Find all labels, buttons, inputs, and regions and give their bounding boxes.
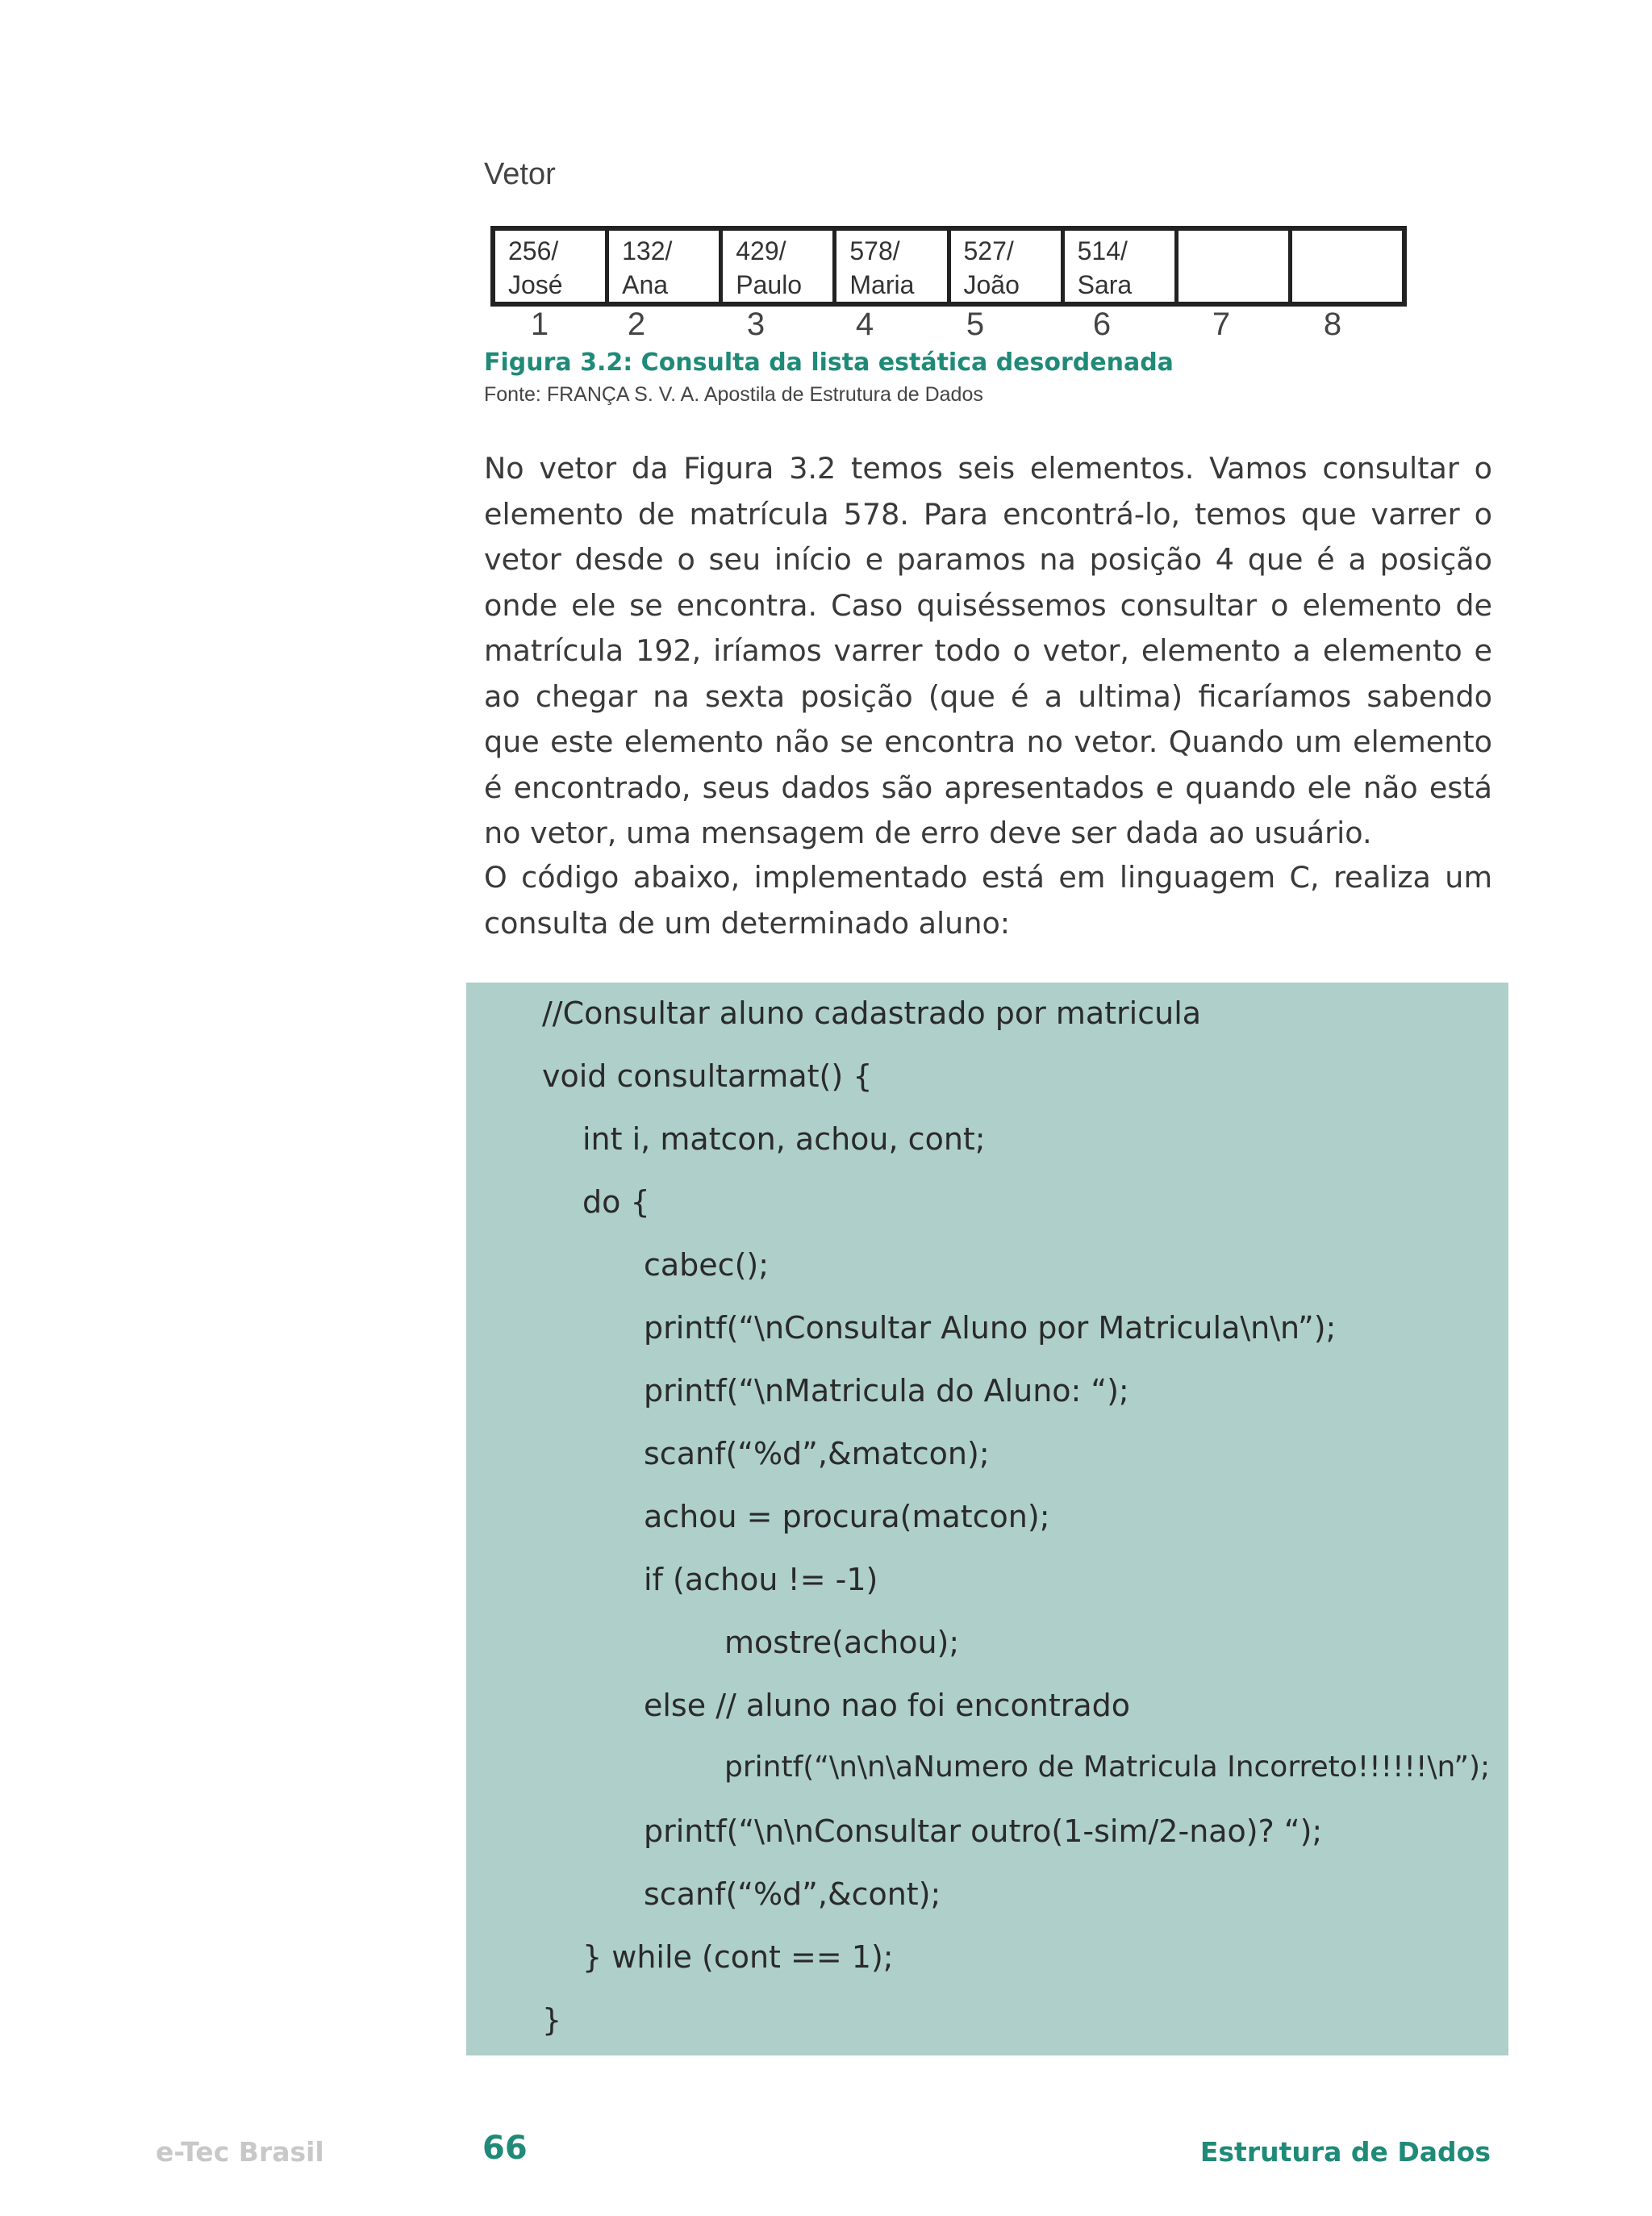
vector-indices (490, 307, 1407, 347)
figure-source: Fonte: FRANÇA S. V. A. Apostila de Estrutura de Dados (484, 383, 983, 406)
code-line: printf(“\n\n\aNumero de Matricula Incorreto!!!!!!\n”); (724, 1751, 1491, 1784)
code-line: void consultarmat() { (542, 1058, 873, 1094)
code-line: printf(“\n\nConsultar outro(1-sim/2-nao)? “); (644, 1813, 1323, 1849)
code-line: if (achou != -1) (644, 1562, 878, 1597)
vector-cell-empty (1179, 231, 1292, 302)
cell-id: 256/ (508, 236, 559, 265)
code-block (466, 983, 1508, 2055)
vector-table (490, 226, 1407, 307)
vector-cell (495, 231, 609, 302)
figure-caption: Figura 3.2: Consulta da lista estática desordenada (484, 348, 1174, 377)
code-line: scanf(“%d”,&cont); (644, 1876, 941, 1912)
cell-name: Maria (849, 270, 915, 299)
cell-name: Ana (622, 270, 669, 299)
vector-index: 3 (746, 307, 766, 342)
vector-cell-empty (1292, 231, 1402, 302)
body-paragraph: O código abaixo, implementado está em linguagem C, realiza um consulta de um determinado aluno: (484, 860, 1492, 941)
cell-name: Paulo (736, 270, 803, 299)
code-line: //Consultar aluno cadastrado por matricula (542, 995, 1202, 1031)
cell-id: 132/ (622, 236, 673, 265)
vector-cell (723, 231, 836, 302)
vector-index: 2 (627, 307, 646, 342)
vector-index: 4 (855, 307, 874, 342)
vector-cell (951, 231, 1065, 302)
vector-index: 8 (1323, 307, 1342, 342)
cell-name: João (963, 270, 1020, 299)
code-line: cabec(); (644, 1247, 770, 1283)
code-line: else // aluno nao foi encontrado (644, 1688, 1131, 1723)
vector-cell (609, 231, 723, 302)
code-line: printf(“\nMatricula do Aluno: “); (644, 1373, 1129, 1408)
cell-id: 514/ (1077, 236, 1128, 265)
cell-id: 429/ (736, 236, 786, 265)
code-line: printf(“\nConsultar Aluno por Matricula\n\n”); (644, 1310, 1337, 1346)
vector-index: 7 (1212, 307, 1231, 342)
code-line: mostre(achou); (724, 1625, 960, 1660)
cell-name: José (508, 270, 563, 299)
vector-cell (836, 231, 950, 302)
footer-brand: e-Tec Brasil (156, 2136, 324, 2168)
code-line: int i, matcon, achou, cont; (582, 1121, 986, 1157)
vector-cell (1065, 231, 1179, 302)
vector-index: 1 (530, 307, 549, 342)
footer-page-number: 66 (482, 2130, 528, 2167)
code-line: } (542, 2002, 562, 2038)
body-paragraph: No vetor da Figura 3.2 temos seis elementos. Vamos consultar o elemento de matrícula 578. Para encontrá-lo, temos que varrer o vetor desde o seu início e paramos na posição 4 que é a posição onde ele se encontra. Caso quiséssemos consultar o elemento de matrícula 192, iríamos varrer todo o vetor, elemento a elemento e ao chegar na sexta posição (que é a ultima) ficaríamos sabendo que este elemento não se encontra no vetor. Quando um elemento é encontrado, seus dados são apresentados e quando ele não está no vetor, uma mensagem de erro deve ser dada ao usuário. (484, 451, 1492, 850)
cell-id: 578/ (849, 236, 900, 265)
code-line: scanf(“%d”,&matcon); (644, 1436, 990, 1471)
code-line: do { (582, 1184, 650, 1220)
cell-id: 527/ (963, 236, 1014, 265)
cell-name: Sara (1077, 270, 1133, 299)
footer-title: Estrutura de Dados (1199, 2136, 1491, 2168)
code-line: } while (cont == 1); (582, 1939, 894, 1975)
vector-index: 6 (1092, 307, 1112, 342)
figure-vector-label: Vetor (484, 157, 556, 191)
vector-index: 5 (966, 307, 985, 342)
code-line: achou = procura(matcon); (644, 1499, 1050, 1534)
